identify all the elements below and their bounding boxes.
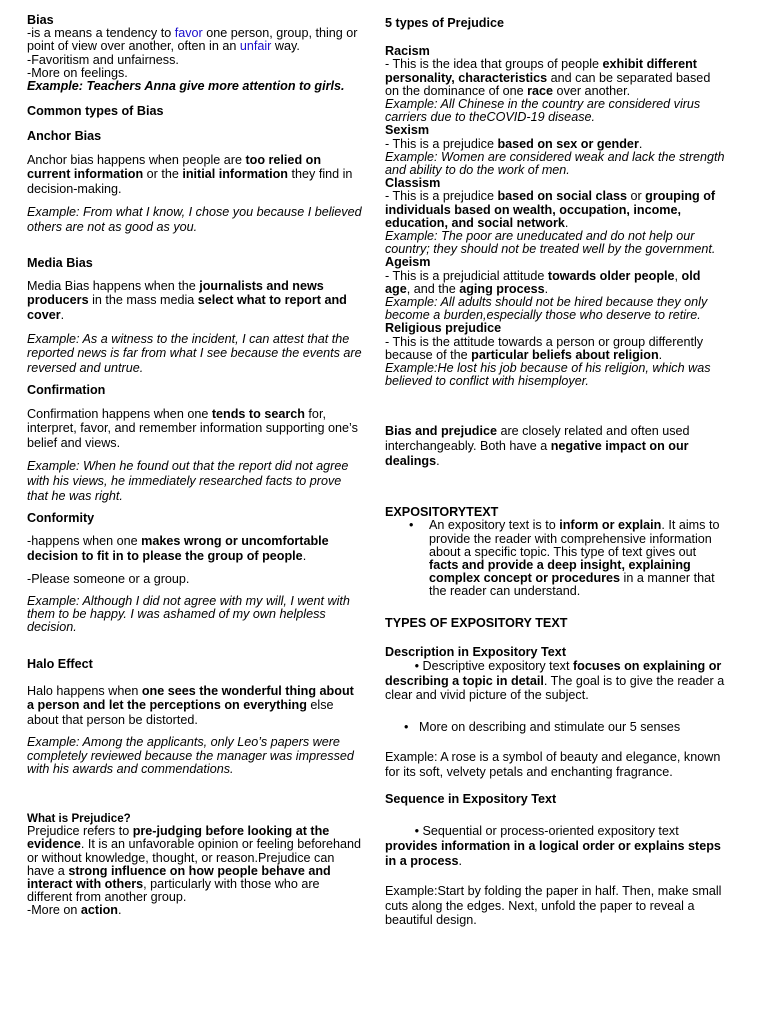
- bullet-icon: •: [409, 518, 414, 533]
- five-types-title: 5 types of Prejudice: [385, 16, 504, 30]
- bias-line-2: -Favoritism and unfairness.: [27, 52, 179, 67]
- bullet-icon: •: [414, 659, 419, 674]
- expository-bullet-item: [385, 519, 725, 598]
- bias-line-3: -More on feelings.: [27, 65, 128, 80]
- halo-effect-text: Halo happens when one sees the wonderful thing about a person and let the perceptions on everything else about that person be distorted.: [27, 683, 354, 727]
- religious-prejudice-text: - This is the attitude towards a person or group differently because of the particular beliefs about religion.: [385, 334, 704, 362]
- ageism-text: - This is a prejudicial attitude towards older people, old age, and the aging process.: [385, 268, 701, 296]
- media-bias-example: Example: As a witness to the incident, I can attest that the reported news is far from what I see because the events are reversed and untrue.: [27, 331, 362, 375]
- bias-example: Example: Teachers Anna give more attention to girls.: [27, 79, 345, 94]
- sexism-example: Example: Women are considered weak and lack the strength and ability to do the work of men.: [385, 149, 725, 178]
- description-example: Example: A rose is a symbol of beauty and elegance, known for its soft, velvety petals and enchanting fragrance.: [385, 750, 721, 779]
- classism-title: Classism: [385, 176, 441, 191]
- description-text: • Descriptive expository text focuses on explaining or describing a topic in detail. The goal is to give the reader a clear and vivid picture of the subject.: [385, 659, 725, 703]
- bias-definition: -is a means a tendency to favor one person, group, thing or point of view over another, often in an unfair way.: [27, 26, 358, 54]
- expository-text-title: EXPOSITORYTEXT: [385, 505, 499, 520]
- favor-link[interactable]: favor: [174, 26, 203, 41]
- racism-text: - This is the idea that groups of people exhibit different personality, characteristics and can be separated based on the dominance of one race over another.: [385, 57, 711, 98]
- bias-title: Bias: [27, 13, 54, 27]
- common-types-title: Common types of Bias: [27, 104, 164, 119]
- description-title: Description in Expository Text: [385, 644, 567, 659]
- racism-example: Example: All Chinese in the country are considered virus carriers due to theCOVID-19 disease.: [385, 97, 701, 125]
- unfair-link[interactable]: unfair: [239, 39, 272, 54]
- sexism-title: Sexism: [385, 123, 430, 138]
- classism-example: Example: The poor are uneducated and do not help our country; they should not be treated well by the government.: [385, 229, 716, 257]
- conformity-line-2: -Please someone or a group.: [27, 571, 190, 586]
- types-of-expository-title: TYPES OF EXPOSITORY TEXT: [385, 615, 568, 630]
- prejudice-more: -More on action.: [27, 903, 122, 918]
- prejudice-text: Prejudice refers to pre-judging before looking at the evidence. It is an unfavorable opinion or feeling beforehand or without knowledge, thought, or reason.Prejudice can have a strong influence on how people behave and interact with others, particularly with those who are different from another group.: [27, 824, 361, 905]
- description-bullet-item: [385, 659, 725, 703]
- prejudice-title: What is Prejudice?: [27, 811, 131, 825]
- halo-effect-title: Halo Effect: [27, 657, 93, 672]
- conformity-title: Conformity: [27, 511, 95, 526]
- media-bias-text: Media Bias happens when the journalists and news producers in the mass media select what to report and cover.: [27, 278, 347, 322]
- media-bias-title: Media Bias: [27, 255, 93, 270]
- classism-text: - This is a prejudice based on social class or grouping of individuals based on wealth, occupation, income, education, and social network.: [385, 189, 716, 230]
- conformity-example: Example: Although I did not agree with my will, I went with them to be happy. I was ashamed of my own helpless decision.: [27, 593, 350, 635]
- confirmation-example: Example: When he found out that the report did not agree with his views, he immediately researched facts to prove that he was right.: [27, 459, 349, 503]
- confirmation-title: Confirmation: [27, 383, 106, 398]
- ageism-title: Ageism: [385, 255, 431, 270]
- confirmation-text: Confirmation happens when one tends to search for, interpret, favor, and remember information supporting one’s belief and views.: [27, 406, 358, 450]
- left-column: [27, 14, 362, 918]
- description-more: More on describing and stimulate our 5 senses: [419, 719, 681, 734]
- bullet-icon: •: [404, 719, 409, 734]
- bullet-icon: •: [414, 824, 419, 839]
- racism-title: Racism: [385, 44, 430, 59]
- sexism-text: - This is a prejudice based on sex or gender.: [385, 136, 643, 151]
- anchor-bias-title: Anchor Bias: [27, 129, 102, 144]
- bias-prejudice-relation: Bias and prejudice are closely related and often used interchangeably. Both have a negative impact on our dealings.: [385, 424, 690, 468]
- sequence-text: • Sequential or process-oriented expository text provides information in a logical order or explains steps in a process.: [385, 824, 721, 868]
- conformity-text: -happens when one makes wrong or uncomfortable decision to fit in to please the group of people.: [27, 534, 329, 563]
- religious-prejudice-example: Example:He lost his job because of his religion, which was believed to conflict with hisemployer.: [385, 361, 711, 389]
- halo-effect-example: Example: Among the applicants, only Leo’s papers were completely reviewed because the manager was impressed with his awards and commendations.: [27, 735, 354, 776]
- sequence-bullet-item: [385, 824, 725, 868]
- sequence-title: Sequence in Expository Text: [385, 792, 557, 807]
- religious-prejudice-title: Religious prejudice: [385, 321, 502, 336]
- right-column: [385, 14, 725, 928]
- description-more-item: [385, 721, 725, 734]
- ageism-example: Example: All adults should not be hired because they only become a burden,especially those who deserve to retire.: [385, 295, 708, 323]
- sequence-example: Example:Start by folding the paper in half. Then, make small cuts along the edges. Next, unfold the paper to reveal a beautiful design.: [385, 884, 722, 928]
- anchor-bias-text: Anchor bias happens when people are too relied on current information or the initial information they find in decision-making.: [27, 152, 353, 196]
- anchor-bias-example: Example: From what I know, I chose you because I believed others are not as good as you.: [27, 205, 362, 234]
- expository-text-body: An expository text is to inform or explain. It aims to provide the reader with comprehensive information about a specific topic. This type of text gives out facts and provide a deep insight, explaining complex concept or procedures in a manner that the reader can understand.: [429, 518, 720, 599]
